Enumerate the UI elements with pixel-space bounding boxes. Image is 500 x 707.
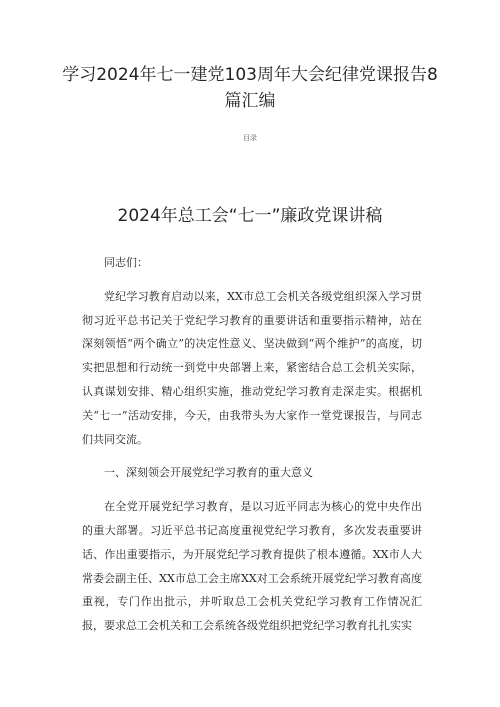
paragraph: 在全党开展党纪学习教育，是以习近平同志为核心的党中央作出的重大部署。习近平总书记高度重视党纪学习教育，多次发表重要讲话、作出重要指示，为开展党纪学习教育提供了根本遵循。XX市人大常委会副主任、XX市总工会主席XX对工会系统开展党纪学习教育高度重视，专门作出批示，并听取总工会机关党纪学习教育工作情况汇报，要求总工会机关和工会系统各级党组织把党纪学习教育扎扎实实: [82, 500, 422, 633]
document-body: [82, 251, 422, 638]
document-title: 学习2024年七一建党103周年大会纪律党课报告8篇汇编: [62, 65, 438, 111]
salutation: 同志们：: [104, 256, 148, 269]
section-title: 2024年总工会“七一”廉政党课讲稿: [117, 206, 383, 226]
paragraph: 党纪学习教育启动以来，XX市总工会机关各级党组织深入学习贯彻习近平总书记关于党纪学习教育的重要讲话和重要指示精神，站在深刻领悟“两个确立”的决定性意义、坚决做到“两个维护”的高度，切实把思想和行动统一到党中央部署上来，紧密结合总工会机关实际，认真谋划安排、精心组织实施，推动党纪学习教育走深走实。根据机关“七一”活动安排，今天，由我带头为大家作一堂党课报告，与同志们共同交流。: [82, 289, 422, 446]
section-heading: 一、深刻领会开展党纪学习教育的重大意义: [104, 466, 313, 480]
toc-label: 目录: [243, 134, 257, 142]
